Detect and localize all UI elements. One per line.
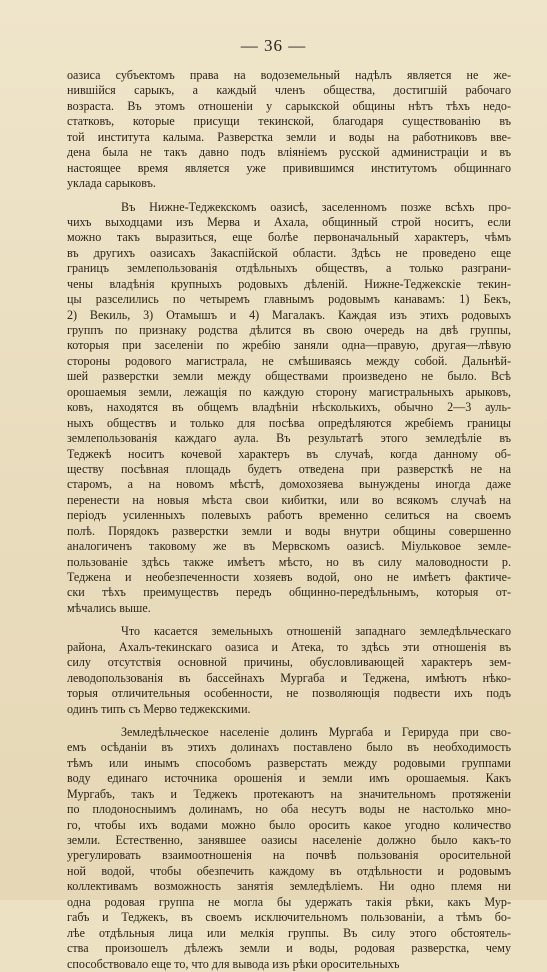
text-line: которыя при заселеніи по жребію заняли одна—правую, другая—лѣвую	[67, 338, 511, 353]
text-line: Мургабъ, такъ и Теджекъ протекаютъ на значительномъ протяженіи	[67, 786, 511, 801]
text-line: урегулировать взаимоотношенія на почвѣ пользованія оросительной	[67, 848, 511, 863]
text-line: емъ осѣданіи въ этихъ долинахъ поставлено было въ необходимость	[67, 740, 511, 755]
text-line: аналогиченъ таковому же въ Мервскомъ оазисѣ. Міульковое земле-	[67, 539, 511, 554]
paragraph-gap	[67, 192, 511, 200]
text-line: ной водой, чтобы обезпечить каждому въ отдѣльности и родовымъ	[67, 863, 511, 878]
text-line: статковъ, которые присущи текинской, благодаря существованію въ	[67, 114, 511, 129]
paragraph-gap	[67, 616, 511, 624]
text-line: ществу посѣвная площадь будетъ отведена при разверсткѣ не на	[67, 461, 511, 476]
text-line: габъ и Теджекъ, въ своемъ исключительномъ пользованіи, а тѣмъ бо-	[67, 910, 511, 925]
text-line: старомъ, а на новомъ мѣстѣ, домохозяева вынуждены иногда даже	[67, 477, 511, 492]
text-line: ства произошелъ дѣлежъ земли и воды, родовая разверстка, чему	[67, 941, 511, 956]
text-line: леводопользованія въ бассейнахъ Мургаба и Теджена, имѣютъ нѣко-	[67, 670, 511, 685]
text-line: чихъ выходцами изъ Мерва и Ахала, общинный строй носитъ, если	[67, 214, 511, 229]
text-line: ски тѣхъ преимуществъ передъ общинно-передѣльнымъ, которыя от-	[67, 585, 511, 600]
text-line: ковъ, находятся въ общемъ владѣніи нѣсколькихъ, обычно 2—3 ауль-	[67, 400, 511, 415]
text-line: района, Ахалъ-текинскаго оазиса и Атека, то здѣсь эти отношенія въ	[67, 639, 511, 654]
text-line: Теджена и необезпеченности хозяевъ водой, оно не имѣетъ фактиче-	[67, 570, 511, 584]
text-line: воду единаго источника орошенія и земли имъ орошаемыя. Какъ	[67, 771, 511, 786]
text-line: Земледѣльческое населеніе долинъ Мургаба и Герируда при сво-	[121, 724, 511, 739]
text-line: оазиса субъектомъ права на водоземельный надѣлъ является не же-	[67, 68, 511, 82]
text-line: торыя отличительныя особенности, не позволяющія подвести ихъ подъ	[67, 686, 511, 701]
text-line: ныхъ обществъ и только для посѣва опредѣляются жребіемъ границы	[67, 415, 511, 430]
text-line: Въ Нижне-Теджекскомъ оазисѣ, заселенномъ позже всѣхъ про-	[121, 199, 511, 214]
text-line: группъ по признаку родства дѣлится въ свою очередь на двѣ группы,	[67, 323, 511, 337]
text-line: настоящее время является уже привившимся институтомъ общиннаго	[67, 160, 511, 175]
text-line: чены владѣнія крупныхъ родовыхъ дѣленій. Нижне-Теджекскіе текин-	[67, 276, 511, 291]
text-line: стороны родового магистрала, не смѣшиваясь между собой. Дальнѣй-	[67, 353, 511, 368]
text-line: въ другихъ оазисахъ Закаспійской области. Здѣсь не проведено еще	[67, 245, 511, 260]
text-line: земли. Естественно, занявшее оазисы населеніе должно было какъ-то	[67, 833, 511, 847]
text-line: одинъ типъ съ Мерво теджекскими.	[67, 701, 251, 716]
text-line: го, чтобы ихъ водами можно было оросить какое угодно количество	[67, 817, 511, 832]
text-line: возраста. Въ этомъ отношеніи у сарыкской общины нѣтъ тѣхъ недо-	[67, 98, 511, 113]
text-line: орошаемыя земли, лежащія по каждую сторону магистральныхъ арыковъ,	[67, 384, 511, 399]
paragraph	[67, 68, 511, 192]
text-line: перенести на новыя мѣста свои кибитки, или во всякомъ случаѣ на	[67, 492, 511, 507]
text-line: коллективамъ возможность занятія земледѣліемъ. Ни одно племя ни	[67, 879, 511, 894]
text-line: Теджекѣ носитъ кочевой характеръ въ случаѣ, когда данному об-	[67, 446, 511, 461]
text-line: одна родовая группа не могла бы удержать такія рѣки, какъ Мур-	[67, 894, 511, 909]
paragraph	[67, 725, 511, 972]
text-line: Что касается земельныхъ отношеній западнаго земледѣльческаго	[121, 624, 511, 639]
text-line: пользованіе здѣсь также имѣетъ мѣсто, но въ силу маловодности р.	[67, 554, 511, 569]
text-line: 2) Векиль, 3) Отамышъ и 4) Магалакъ. Каждая изъ этихъ родовыхъ	[67, 307, 511, 322]
text-line: нившійся сарыкъ, а каждый членъ общества, достигшій рабочаго	[67, 83, 511, 98]
text-line: дена была не такъ давно подъ вліяніемъ русской администраціи и въ	[67, 145, 511, 160]
paragraph	[67, 624, 511, 717]
text-line: уклада сарыковъ.	[67, 176, 156, 191]
text-line: періодъ усиленныхъ полевыхъ работъ временно селиться на своемъ	[67, 508, 511, 523]
text-line: землепользованія каждаго аула. Въ результатѣ этого земледѣліе въ	[67, 431, 511, 446]
text-line: той института калыма. Разверстка земли и воды на работниковъ вве-	[67, 129, 511, 144]
text-line: шей разверстки земли между обществами произведено не было. Всѣ	[67, 369, 511, 384]
text-line: цы разселились по четыремъ главнымъ родовымъ канавамъ: 1) Бекъ,	[67, 292, 511, 307]
text-line: мѣчались выше.	[67, 600, 151, 615]
text-line: способствовало еще то, что для вывода изъ рѣки оросительныхъ	[67, 956, 400, 971]
text-line: тѣмъ или инымъ способомъ разверстать между родовыми группами	[67, 755, 511, 770]
page-number: — 36 —	[240, 36, 307, 55]
text-line: по плодоносныимъ долинамъ, но оба несутъ воды не настолько мно-	[67, 802, 511, 817]
text-line: полѣ. Порядокъ разверстки земли и воды внутри общины совершенно	[67, 523, 511, 538]
paragraph	[67, 200, 511, 617]
paragraph-gap	[67, 717, 511, 725]
text-line: лѣе отдѣльныя лица или мелкія группы. Въ силу этого обстоятель-	[67, 925, 511, 940]
body-text	[67, 68, 511, 972]
text-line: силу отсутствія основной причины, обусловливающей характеръ зем-	[67, 655, 511, 670]
text-line: можно такъ выразиться, еще болѣе первоначальный характеръ, чѣмъ	[67, 230, 511, 245]
text-line: границъ землепользованія отдѣльныхъ обществъ, а только разграни-	[67, 261, 511, 276]
